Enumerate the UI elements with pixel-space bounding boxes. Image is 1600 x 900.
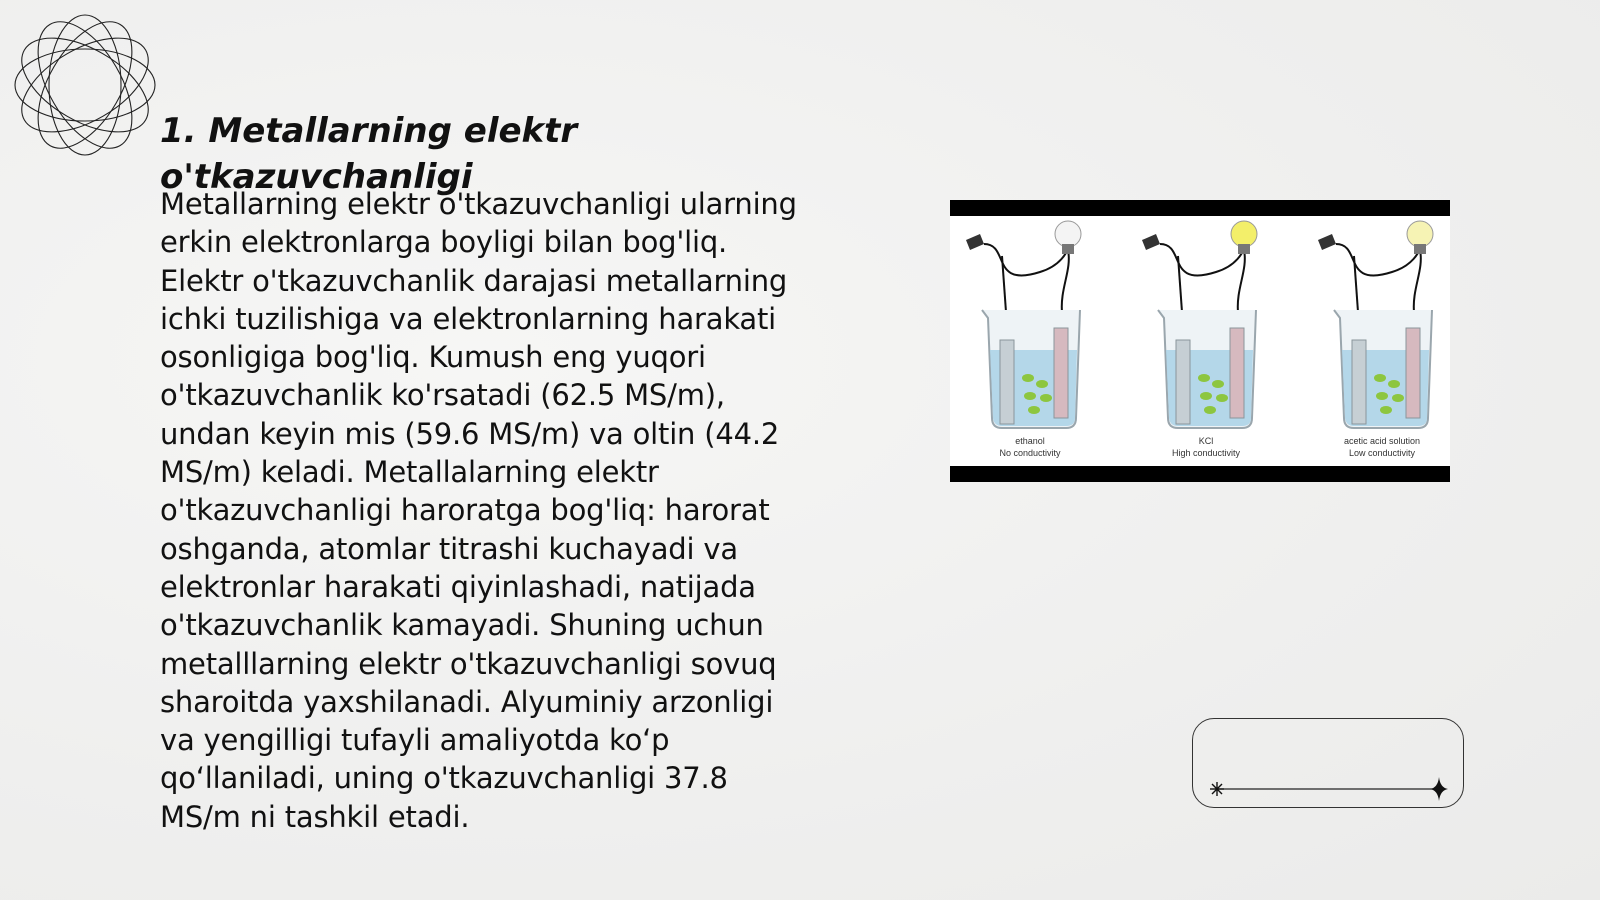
body-line: o'tkazuvchanlik kamayadi. Shuning uchun <box>160 608 764 643</box>
conductivity-diagram <box>950 200 1450 482</box>
ion-particle <box>1204 406 1216 414</box>
four-point-star-icon <box>1430 777 1448 801</box>
plug-icon <box>1142 234 1160 250</box>
ion-particle <box>1388 380 1400 388</box>
body-line: Metallarning elektr o'tkazuvchanligi ularning <box>160 187 797 221</box>
orbit-rings-icon <box>10 10 160 160</box>
ion-particle <box>1200 392 1212 400</box>
beaker-result-label: Low conductivity <box>1348 448 1416 458</box>
ion-particle <box>1216 394 1228 402</box>
decorative-frame <box>1192 718 1464 808</box>
beaker-result-label: No conductivity <box>999 448 1061 458</box>
beaker-solution-label: ethanol <box>1015 436 1045 446</box>
light-bulb-icon <box>1231 221 1257 247</box>
beaker-setup <box>966 221 1081 458</box>
body-line: Elektr o'tkazuvchanlik darajasi metallarning <box>160 263 788 298</box>
ion-particle <box>1028 406 1040 414</box>
slide-body-text <box>160 185 840 836</box>
ion-particle <box>1212 380 1224 388</box>
ion-particle <box>1024 392 1036 400</box>
plug-icon <box>1318 234 1336 250</box>
beaker-setup <box>1318 221 1433 458</box>
body-line: elektronlar harakati qiyinlashadi, natijada <box>160 569 756 604</box>
beaker-setup <box>1142 221 1257 458</box>
plug-icon <box>966 234 984 250</box>
body-line: erkin elektronlarga boyligi bilan bog'liq. <box>160 225 728 260</box>
slide-title-line-2: o'tkazuvchanligi <box>160 157 473 197</box>
ion-particle <box>1036 380 1048 388</box>
body-line: MS/m) keladi. Metallalarning elektr <box>160 455 659 490</box>
body-line: ichki tuzilishiga va elektronlarning harakati <box>160 301 777 336</box>
body-line: undan keyin mis (59.6 MS/m) va oltin (44.2 <box>160 416 780 451</box>
body-line: oshganda, atomlar titrashi kuchayadi va <box>160 531 738 566</box>
ion-particle <box>1380 406 1392 414</box>
body-line: va yengilligi tufayli amaliyotda ko‘p <box>160 723 670 758</box>
light-bulb-icon <box>1407 221 1433 247</box>
sparkle-icon <box>1210 782 1224 796</box>
body-line: MS/m ni tashkil etadi. <box>160 799 470 834</box>
body-line: metalllarning elektr o'tkazuvchanligi sovuq <box>160 646 777 681</box>
ion-particle <box>1376 392 1388 400</box>
body-line: o'tkazuvchanlik ko'rsatadi (62.5 MS/m), <box>160 378 725 413</box>
ion-particle <box>1392 394 1404 402</box>
beaker-result-label: High conductivity <box>1171 448 1241 458</box>
body-line: qo‘llaniladi, uning o'tkazuvchanligi 37.8 <box>160 761 728 796</box>
beaker-solution-label: KCl <box>1198 436 1214 446</box>
light-bulb-icon <box>1055 221 1081 247</box>
slide-title-line-1: 1. Metallarning elektr <box>160 111 578 151</box>
ion-particle <box>1040 394 1052 402</box>
beaker-solution-label: acetic acid solution <box>1343 436 1421 446</box>
ion-particle <box>1022 374 1034 382</box>
body-line: osonligiga bog'liq. Kumush eng yuqori <box>160 340 706 375</box>
ion-particle <box>1198 374 1210 382</box>
body-line: sharoitda yaxshilanadi. Alyuminiy arzonligi <box>160 684 774 719</box>
body-line: o'tkazuvchanligi haroratga bog'liq: harorat <box>160 493 770 528</box>
ion-particle <box>1374 374 1386 382</box>
